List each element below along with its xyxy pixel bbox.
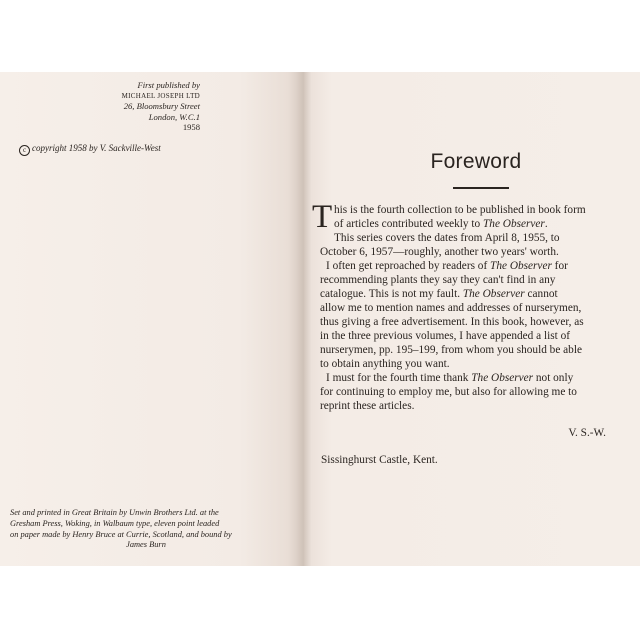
- paragraph-line: to obtain anything you want.: [320, 358, 450, 370]
- paragraph-line: catalogue. This is not my fault. The Observer cannot: [320, 288, 558, 300]
- page-title: Foreword: [430, 150, 522, 173]
- paragraph-line: I often get reproached by readers of The Observer for: [326, 260, 568, 272]
- copyright-text: copyright 1958 by V. Sackville-West: [32, 143, 161, 153]
- paragraph-line: for continuing to employ me, but also for allowing me to: [320, 386, 577, 398]
- publisher-city: London, W.C.1: [148, 111, 200, 122]
- book-gutter: [296, 72, 312, 566]
- right-page: [312, 72, 640, 566]
- place-line: Sissinghurst Castle, Kent.: [321, 454, 438, 466]
- copyright-notice: [19, 143, 289, 156]
- paragraph-line: I must for the fourth time thank The Observer not only: [326, 372, 574, 384]
- title-rule: [453, 187, 509, 189]
- printer-note-line: Gresham Press, Woking, in Walbaum type, eleven point leaded: [10, 518, 220, 528]
- paragraph-line: October 6, 1957—roughly, another two years' worth.: [320, 246, 559, 258]
- printer-note-line: Set and printed in Great Britain by Unwin Brothers Ltd. at the: [10, 508, 219, 517]
- paragraph-line: his is the fourth collection to be published in book form: [334, 204, 586, 216]
- imprint-line: First published by: [137, 80, 200, 90]
- copyright-icon: c: [19, 145, 30, 156]
- printer-note-line: on paper made by Henry Bruce at Currie, Scotland, and bound by: [10, 529, 232, 539]
- paragraph-line: reprint these articles.: [320, 400, 415, 412]
- publisher-address: 26, Bloomsbury Street: [123, 101, 200, 112]
- printer-note: [10, 508, 282, 551]
- paragraph-line: allow me to mention names and addresses of nurserymen,: [320, 302, 582, 314]
- paragraph-line: This series covers the dates from April 8, 1955, to: [334, 232, 560, 244]
- printer-note-line: James Burn: [126, 540, 166, 550]
- left-page: [0, 72, 300, 566]
- publisher-imprint: [60, 80, 200, 133]
- drop-cap: T: [312, 199, 333, 235]
- paragraph-line: nurserymen, pp. 195–199, from whom you should be able: [320, 344, 582, 356]
- paragraph-line: thus giving a free advertisement. In this book, however, as: [320, 316, 584, 328]
- author-initials: V. S.-W.: [568, 427, 606, 439]
- paragraph-line: recommending plants they say they can't find in any: [320, 274, 556, 286]
- publication-year: 1958: [182, 122, 200, 133]
- paragraph-line: in the three previous volumes, I have appended a list of: [320, 330, 571, 342]
- publisher-name: MICHAEL JOSEPH LTD: [121, 91, 200, 100]
- book-spread: [0, 72, 640, 566]
- paragraph-line: of articles contributed weekly to The Observer.: [334, 218, 548, 230]
